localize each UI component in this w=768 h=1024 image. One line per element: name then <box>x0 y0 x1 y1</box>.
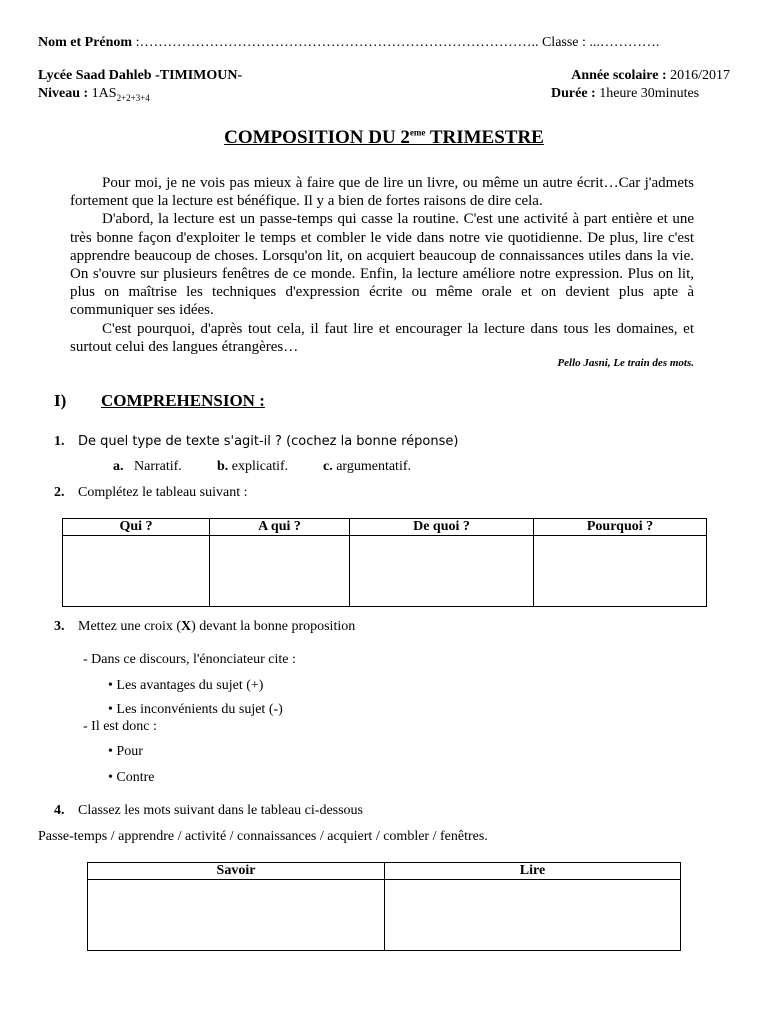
q1-option-a[interactable] <box>113 459 182 475</box>
passage-paragraph-1: Pour moi, je ne vois pas mieux à faire que de lire un livre, ou même un autre écrit…Car j'admets fortement que la lecture est bénéfique. Il y a bien de fortes raisons de dire cela. <box>70 175 694 210</box>
section-title: COMPREHENSION : <box>101 391 265 410</box>
q4-word-list: Passe-temps / apprendre / activité / connaissances / acquiert / combler / fenêtres. <box>38 829 488 844</box>
q1-option-a-letter: a. <box>113 459 124 474</box>
class-fill-dots: ...…………. <box>589 35 660 50</box>
level-groups: 2+2+3+4 <box>116 92 150 103</box>
q4-table <box>87 862 681 951</box>
q4-text: Classez les mots suivant dans le tableau ci-dessous <box>78 803 363 818</box>
name-label: Nom et Prénom <box>38 35 133 50</box>
q3-option-inconvenients[interactable]: • Les inconvénients du sujet (-) <box>108 702 283 717</box>
school-year-value: 2016/2017 <box>670 68 730 83</box>
q2-cell-a-qui[interactable] <box>210 536 350 607</box>
q4-cell-lire[interactable] <box>385 880 681 951</box>
q3-line-2: - Il est donc : <box>83 719 157 734</box>
q1-option-b-text: explicatif. <box>228 459 289 474</box>
q4-header-lire: Lire <box>385 863 681 880</box>
q3-option-contre[interactable]: • Contre <box>108 770 155 785</box>
q3-text-after: ) devant la bonne proposition <box>191 619 356 634</box>
page-title <box>0 127 768 149</box>
duration-label: Durée : <box>551 86 600 101</box>
passage-paragraph-2: D'abord, la lecture est un passe-temps qui casse la routine. C'est une activité à part entière et une très bonne façon d'exploiter le temps et combler le vide dans notre vie quotidienne. De plus, lire c'est apprendre beaucoup de choses. Lorsqu'on lit, on acquiert beaucoup de connaissances utiles dans la vie. On s'ouvre sur plusieurs fenêtres de ce monde. Enfin, la lecture améliore notre expression. Plus on lit, plus on maîtrise les techniques d'expression écrite ou même orale et on devient plus apte à communiquer ses idées. <box>70 211 694 319</box>
q3-number: 3. <box>54 619 65 634</box>
q2-header-de-quoi: De quoi ? <box>350 519 534 536</box>
q3-line-1: - Dans ce discours, l'énonciateur cite : <box>83 652 296 667</box>
q4-number: 4. <box>54 803 65 818</box>
title-superscript: eme <box>409 127 426 138</box>
q1-text: De quel type de texte s'agit-il ? (cochez la bonne réponse) <box>78 434 459 449</box>
q3-text <box>78 619 355 635</box>
title-prefix: COMPOSITION DU 2 <box>224 127 410 148</box>
q2-cell-qui[interactable] <box>63 536 210 607</box>
school-name: Lycée Saad Dahleb -TIMIMOUN- <box>38 68 243 83</box>
q1-option-c-letter: c. <box>323 459 333 474</box>
class-label: Classe : <box>541 35 590 50</box>
q2-number: 2. <box>54 485 65 500</box>
q3-text-x: X <box>181 619 192 634</box>
q2-header-pourquoi: Pourquoi ? <box>534 519 707 536</box>
passage-paragraph-3: C'est pourquoi, d'après tout cela, il faut lire et encourager la lecture dans tous les domaines, et surtout celui des langues étrangères… <box>70 320 694 355</box>
q1-number: 1. <box>54 434 65 449</box>
duration-value: 1heure 30minutes <box>599 86 700 101</box>
school-year <box>571 68 730 84</box>
passage-source: Pello Jasni, Le train des mots. <box>557 357 694 369</box>
q3-option-avantages[interactable]: • Les avantages du sujet (+) <box>108 678 264 693</box>
title-suffix: TRIMESTRE <box>425 127 544 148</box>
level <box>38 86 150 102</box>
q3-option-pour[interactable]: • Pour <box>108 744 143 759</box>
q2-cell-de-quoi[interactable] <box>350 536 534 607</box>
duration <box>551 86 699 102</box>
level-value: 1AS <box>91 86 117 101</box>
q2-cell-pourquoi[interactable] <box>534 536 707 607</box>
q2-header-a-qui: A qui ? <box>210 519 350 536</box>
q2-header-qui: Qui ? <box>63 519 210 536</box>
q1-option-a-text: Narratif. <box>134 459 182 474</box>
q1-option-c-text: argumentatif. <box>332 459 411 474</box>
q2-table <box>62 518 707 607</box>
q3-text-before: Mettez une croix ( <box>78 619 182 634</box>
student-name-line <box>38 35 659 51</box>
q1-option-b-letter: b. <box>217 459 229 474</box>
q1-option-b[interactable] <box>217 459 288 475</box>
level-label: Niveau : <box>38 86 92 101</box>
q1-option-c[interactable] <box>323 459 411 475</box>
reading-passage <box>70 174 694 356</box>
section-number: I) <box>54 391 67 410</box>
q4-cell-savoir[interactable] <box>88 880 385 951</box>
q4-header-savoir: Savoir <box>88 863 385 880</box>
name-fill-dots: :………………………………………………………………………….. <box>132 35 542 50</box>
school-year-label: Année scolaire : <box>571 68 671 83</box>
q2-text: Complétez le tableau suivant : <box>78 485 248 500</box>
